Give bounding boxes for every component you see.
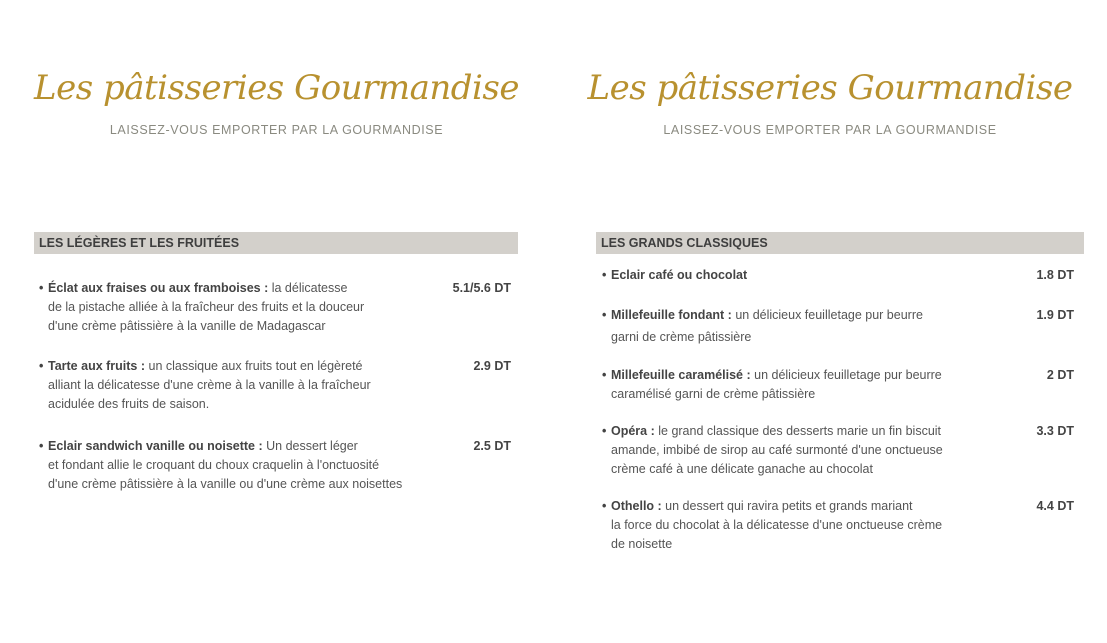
menu-item bbox=[39, 279, 511, 336]
menu-item-description bbox=[602, 422, 1074, 479]
menu-item-name: Éclat aux fraises ou aux framboises : bbox=[48, 281, 269, 295]
menu-item-name: Millefeuille fondant : bbox=[611, 308, 732, 322]
menu-item-price: 4.4 DT bbox=[1036, 499, 1074, 513]
section-header: LES LÉGÈRES ET LES FRUITÉES bbox=[34, 232, 518, 254]
menu-item-text: garni de crème pâtissière bbox=[611, 330, 752, 344]
menu-item-name: Othello : bbox=[611, 499, 662, 513]
menu-item-text: la force du chocolat à la délicatesse d'une onctueuse crème bbox=[611, 518, 943, 532]
brand-tagline: LAISSEZ-VOUS EMPORTER PAR LA GOURMANDISE bbox=[663, 123, 997, 137]
menu-item-text: la délicatesse bbox=[268, 281, 348, 295]
menu-item-name: Tarte aux fruits : bbox=[48, 359, 146, 373]
brand-title: Les pâtisseries Gourmandise bbox=[587, 68, 1073, 108]
menu-item-price: 1.8 DT bbox=[1036, 268, 1074, 282]
menu-item-text: d'une crème pâtissière à la vanille de Madagascar bbox=[48, 319, 326, 333]
menu-item-name: Eclair café ou chocolat bbox=[611, 268, 748, 282]
brand-header bbox=[553, 66, 1107, 137]
menu-item-description bbox=[39, 437, 511, 494]
menu-item-description bbox=[602, 366, 1074, 404]
menu-item-text: et fondant allie le croquant du choux craquelin à l'onctuosité bbox=[48, 458, 380, 472]
menu-item-name: Opéra : bbox=[611, 424, 655, 438]
section-header: LES GRANDS CLASSIQUES bbox=[596, 232, 1084, 254]
menu-item-price: 1.9 DT bbox=[1036, 308, 1074, 322]
menu-item bbox=[602, 497, 1074, 554]
menu-item-description bbox=[39, 279, 511, 336]
menu-item bbox=[602, 266, 1074, 285]
menu-item-text: un dessert qui ravira petits et grands mariant bbox=[661, 499, 913, 513]
menu-item bbox=[602, 422, 1074, 479]
menu-item-text: amande, imbibé de sirop au café surmonté d'une onctueuse bbox=[611, 443, 943, 457]
menu-item bbox=[602, 366, 1074, 404]
right-menu-page bbox=[553, 0, 1107, 643]
menu-item-text: un délicieux feuilletage pur beurre bbox=[750, 368, 942, 382]
menu-item-price: 3.3 DT bbox=[1036, 424, 1074, 438]
menu-item-price: 2 DT bbox=[1046, 368, 1074, 382]
menu-item-price: 5.1/5.6 DT bbox=[452, 281, 511, 295]
menu-item bbox=[602, 306, 1074, 347]
menu-item-description bbox=[602, 266, 1074, 285]
menu-item-price: 2.5 DT bbox=[473, 439, 511, 453]
menu-item-text: de la pistache alliée à la fraîcheur des fruits et la douceur bbox=[48, 300, 365, 314]
menu-item bbox=[39, 437, 511, 494]
menu-item-name: Millefeuille caramélisé : bbox=[611, 368, 751, 382]
menu-item-text: de noisette bbox=[611, 537, 673, 551]
menu-item bbox=[39, 357, 511, 414]
brand-title: Les pâtisseries Gourmandise bbox=[34, 68, 519, 108]
menu-item-text: un classique aux fruits tout en légèreté bbox=[145, 359, 363, 373]
menu-item-text: crème café à une délicate ganache au chocolat bbox=[611, 462, 873, 476]
menu-item-description bbox=[602, 306, 1074, 347]
menu-item-text: un délicieux feuilletage pur beurre bbox=[731, 308, 923, 322]
menu-item-price: 2.9 DT bbox=[473, 359, 511, 373]
brand-header bbox=[0, 66, 553, 137]
menu-item-text: caramélisé garni de crème pâtissière bbox=[611, 387, 816, 401]
menu-item-description bbox=[602, 497, 1074, 554]
menu-item-text: acidulée des fruits de saison. bbox=[48, 397, 210, 411]
menu-item-description bbox=[39, 357, 511, 414]
menu-item-text: Un dessert léger bbox=[262, 439, 358, 453]
menu-item-name: Eclair sandwich vanille ou noisette : bbox=[48, 439, 263, 453]
left-menu-page bbox=[0, 0, 553, 643]
menu-item-text: d'une crème pâtissière à la vanille ou d'une crème aux noisettes bbox=[48, 477, 403, 491]
menu-item-text: alliant la délicatesse d'une crème à la vanille à la fraîcheur bbox=[48, 378, 371, 392]
menu-item-text: le grand classique des desserts marie un fin biscuit bbox=[654, 424, 942, 438]
brand-tagline: LAISSEZ-VOUS EMPORTER PAR LA GOURMANDISE bbox=[109, 123, 444, 137]
